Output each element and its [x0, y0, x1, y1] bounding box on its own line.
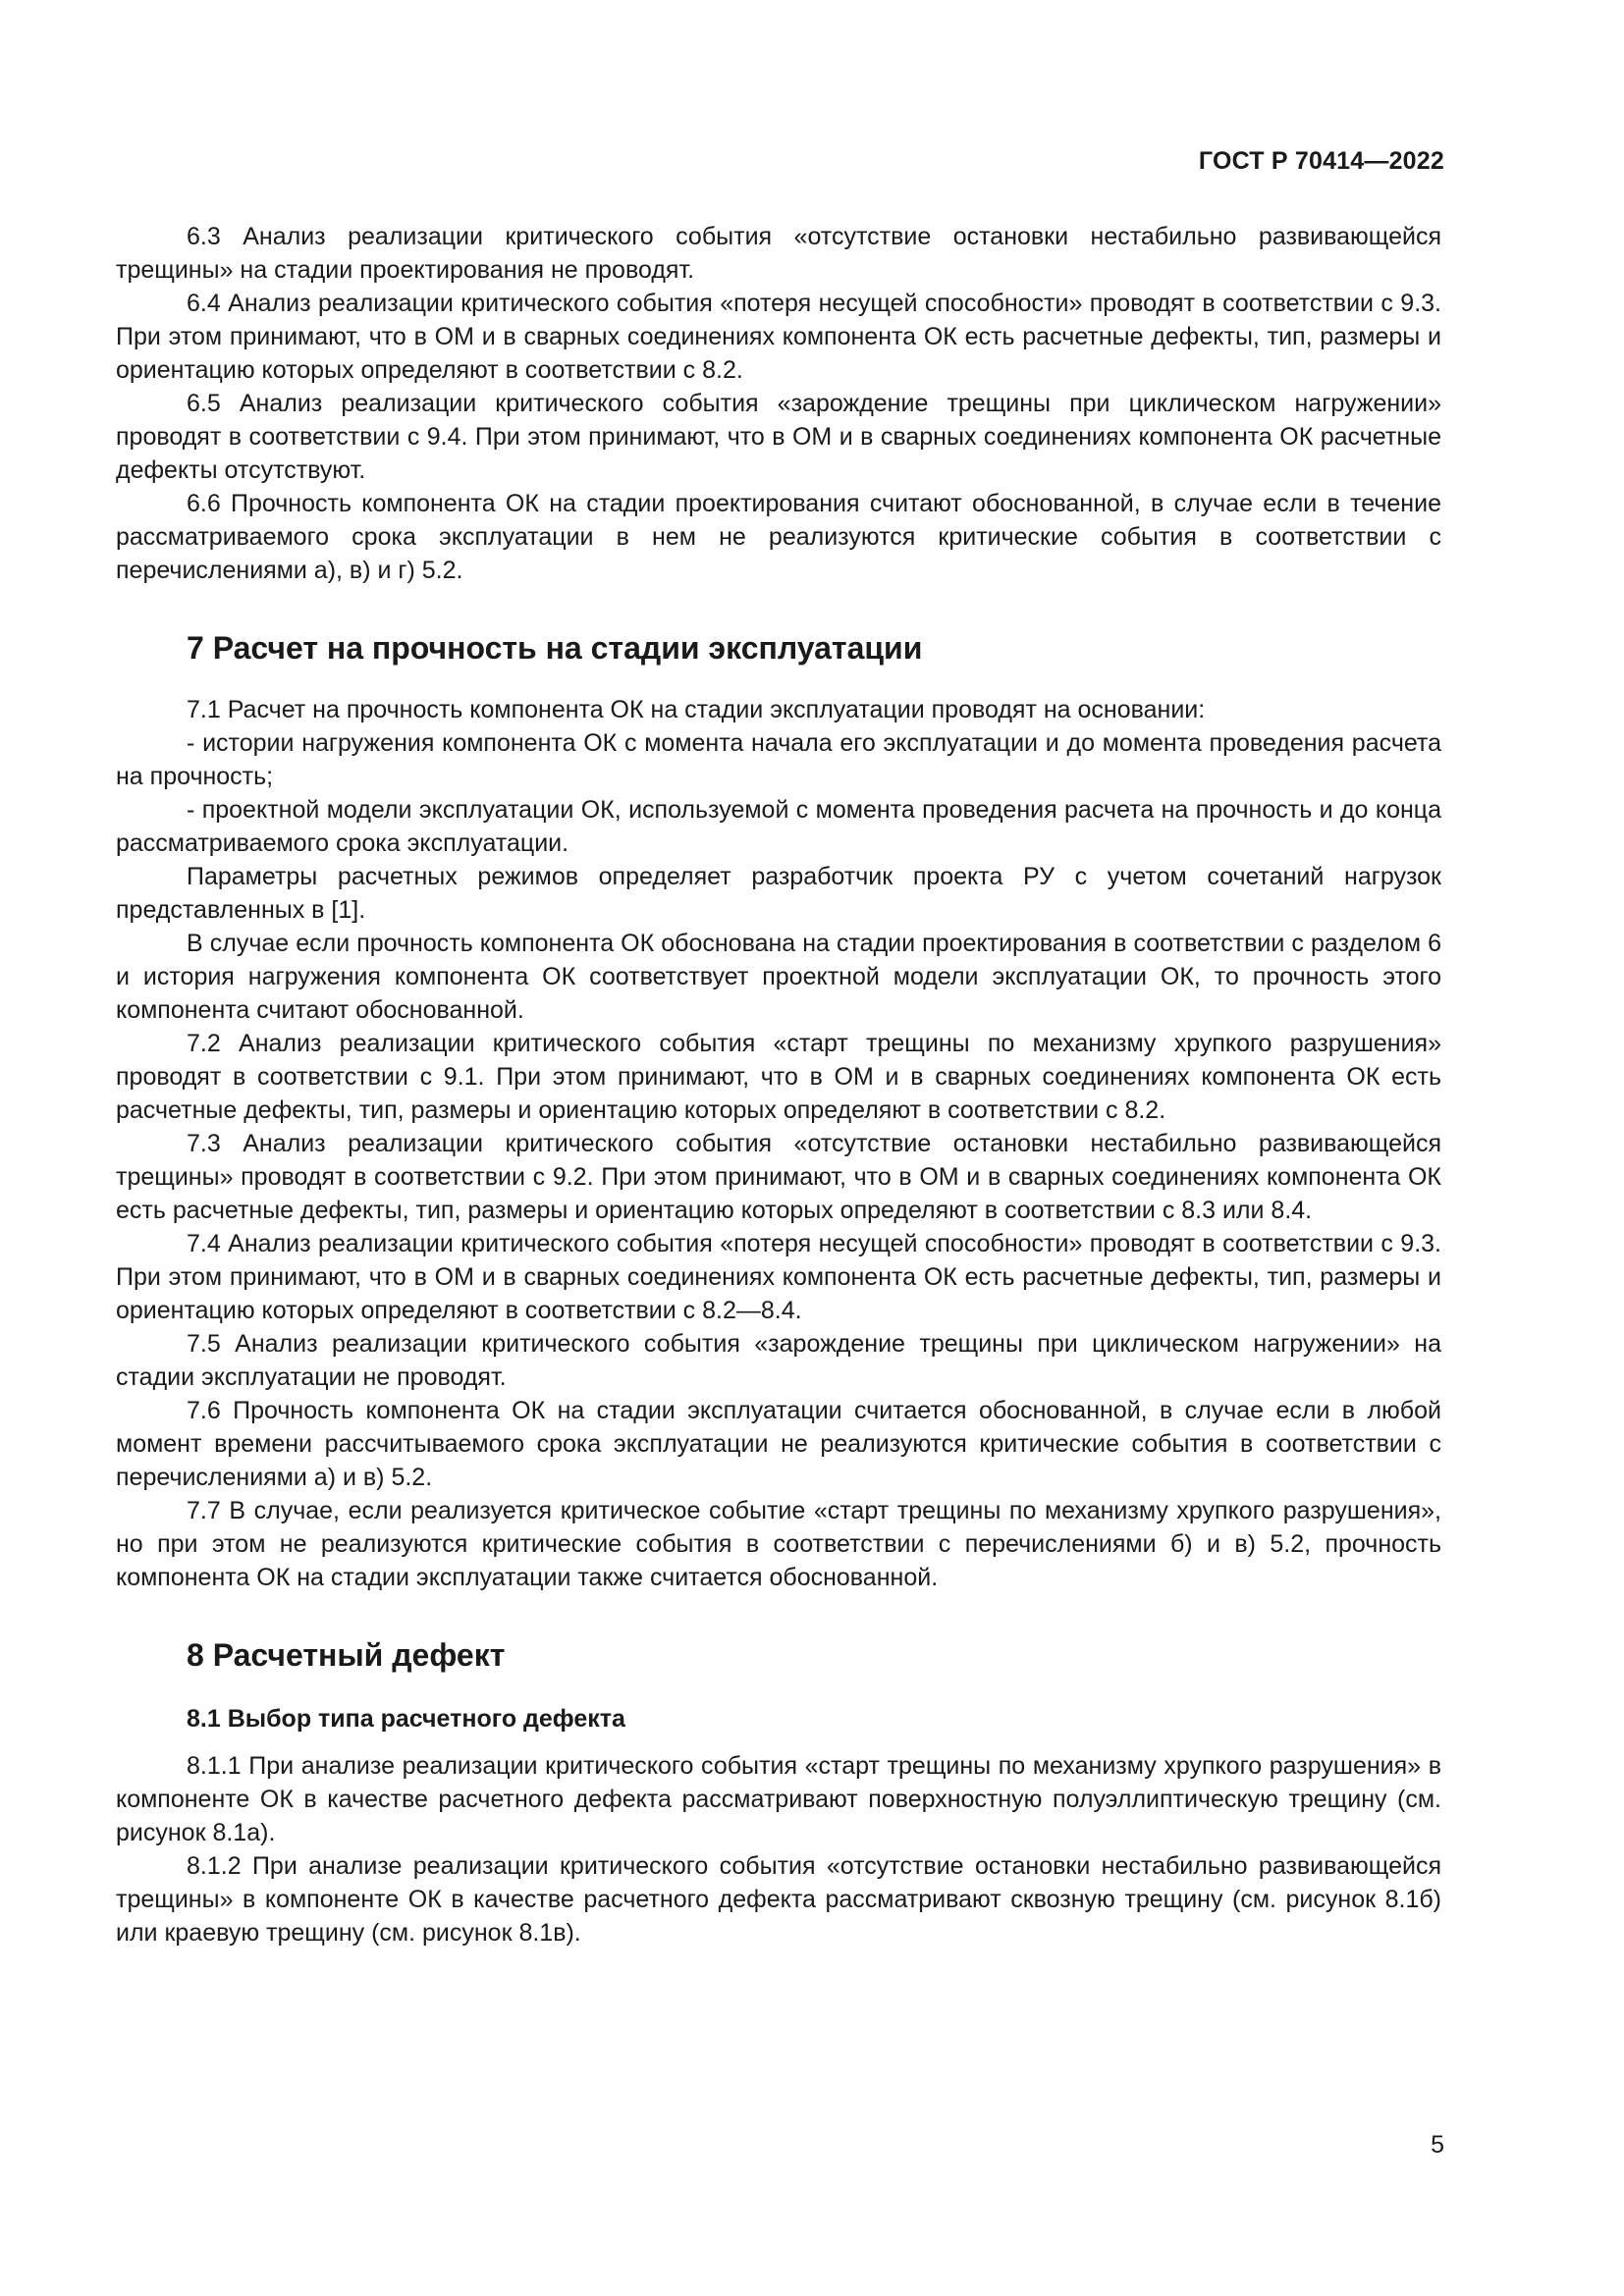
paragraph-6-6: 6.6 Прочность компонента ОК на стадии проектирования считают обоснованной, в случае если в течение рассматриваемого срока эксплуатации в нем не реализуются критические события в соответствии с перечислениями а), в) и г) 5.2.	[116, 490, 1441, 584]
subsection-8-1-heading: 8.1 Выбор типа расчетного дефекта	[187, 1705, 625, 1733]
paragraph-7-2: 7.2 Анализ реализации критического события «старт трещины по механизму хрупкого разрушения» проводят в соответствии с 9.1. При этом принимают, что в ОМ и в сварных соединениях компонента ОК есть расчетные дефекты, тип, размеры и ориентацию которых определяют в соответствии с 8.2.	[116, 1030, 1441, 1124]
paragraph-7-3: 7.3 Анализ реализации критического события «отсутствие остановки нестабильно развивающейся трещины» проводят в соответствии с 9.2. При этом принимают, что в ОМ и в сварных соединениях компонента ОК есть расчетные дефекты, тип, размеры и ориентацию которых определяют в соответствии с 8.3 или 8.4.	[116, 1130, 1441, 1224]
paragraph-7-7: 7.7 В случае, если реализуется критическое событие «старт трещины по механизму хрупкого разрушения», но при этом не реализуются критические события в соответствии с перечислениями б) и в) 5.2, прочность компонента ОК на стадии эксплуатации также считается обоснованной.	[116, 1497, 1441, 1591]
standard-code: ГОСТ Р 70414—2022	[1198, 147, 1444, 175]
paragraph-6-4: 6.4 Анализ реализации критического события «потеря несущей способности» проводят в соответствии с 9.3. При этом принимают, что в ОМ и в сварных соединениях компонента ОК есть расчетные дефекты, тип, размеры и ориентацию которых определяют в соответствии с 8.2.	[116, 290, 1441, 384]
list-item-design-model: - проектной модели эксплуатации ОК, используемой с момента проведения расчета на прочность и до конца рассматриваемого срока эксплуатации.	[116, 796, 1441, 857]
section-7-heading: 7 Расчет на прочность на стадии эксплуатации	[187, 630, 923, 666]
paragraph-6-5: 6.5 Анализ реализации критического события «зарождение трещины при циклическом нагружении» проводят в соответствии с 9.4. При этом принимают, что в ОМ и в сварных соединениях компонента ОК расчетные дефекты отсутствуют.	[116, 390, 1441, 484]
paragraph-7-4: 7.4 Анализ реализации критического события «потеря несущей способности» проводят в соответствии с 9.3. При этом принимают, что в ОМ и в сварных соединениях компонента ОК есть расчетные дефекты, тип, размеры и ориентацию которых определяют в соответствии с 8.2—8.4.	[116, 1230, 1441, 1324]
section-8-heading: 8 Расчетный дефект	[187, 1637, 506, 1673]
list-item-loading-history: - истории нагружения компонента ОК с момента начала его эксплуатации и до момента проведения расчета на прочность;	[116, 729, 1441, 790]
paragraph-7-1: 7.1 Расчет на прочность компонента ОК на стадии эксплуатации проводят на основании:	[187, 696, 1206, 723]
page-content	[116, 220, 1441, 1949]
paragraph-8-1-1: 8.1.1 При анализе реализации критического события «старт трещины по механизму хрупкого разрушения» в компоненте ОК в качестве расчетного дефекта рассматривают поверхностную полуэллиптическую трещину (см. рисунок 8.1а).	[116, 1752, 1441, 1846]
paragraph-6-3: 6.3 Анализ реализации критического события «отсутствие остановки нестабильно развивающейся трещины» на стадии проектирования не проводят.	[116, 223, 1441, 284]
paragraph-7-5: 7.5 Анализ реализации критического события «зарождение трещины при циклическом нагружении» на стадии эксплуатации не проводят.	[116, 1330, 1441, 1391]
page-number: 5	[1431, 2131, 1444, 2159]
paragraph-justified-strength: В случае если прочность компонента ОК обоснована на стадии проектирования в соответствии с разделом 6 и история нагружения компонента ОК соответствует проектной модели эксплуатации ОК, то прочность этого компонента считают обоснованной.	[116, 930, 1441, 1024]
paragraph-8-1-2: 8.1.2 При анализе реализации критического события «отсутствие остановки нестабильно развивающейся трещины» в компоненте ОК в качестве расчетного дефекта рассматривают сквозную трещину (см. рисунок 8.1б) или краевую трещину (см. рисунок 8.1в).	[116, 1852, 1441, 1947]
paragraph-parameters: Параметры расчетных режимов определяет разработчик проекта РУ с учетом сочетаний нагрузок представленных в [1].	[116, 863, 1441, 924]
paragraph-7-6: 7.6 Прочность компонента ОК на стадии эксплуатации считается обоснованной, в случае если в любой момент времени рассчитываемого срока эксплуатации не реализуются критические события в соответствии с перечислениями а) и в) 5.2.	[116, 1397, 1441, 1491]
